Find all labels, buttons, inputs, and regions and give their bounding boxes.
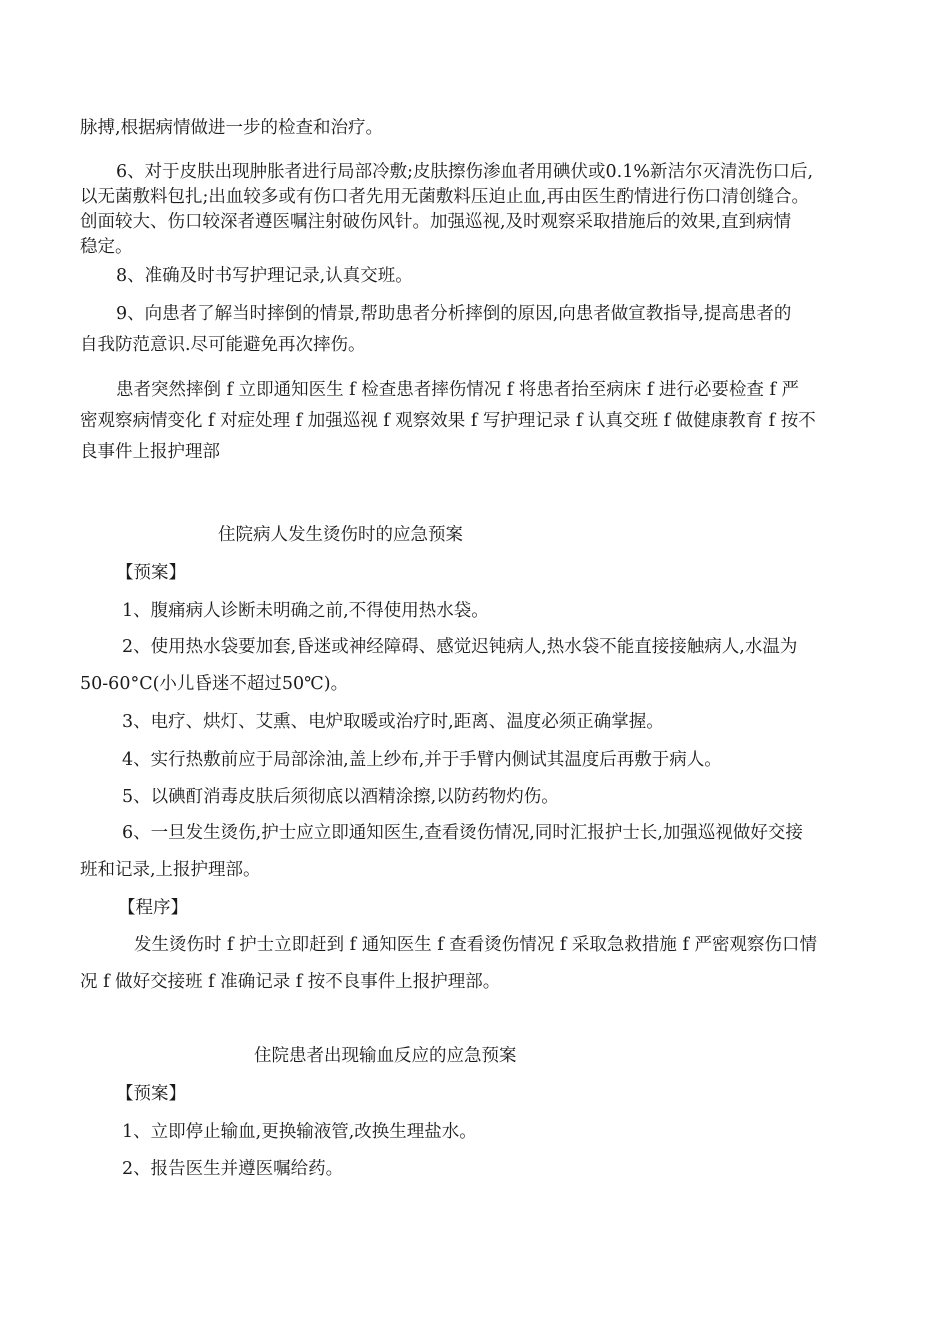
text-line: 50-60°C(小儿昏迷不超过50℃)。 xyxy=(80,674,349,694)
text-line: 1、立即停止输血,更换输液管,改换生理盐水。 xyxy=(122,1122,477,1142)
text-line: 4、实行热敷前应于局部涂油,盖上纱布,并于手臂内侧试其温度后再敷于病人。 xyxy=(122,750,722,770)
text-line: 6、对于皮肤出现肿胀者进行局部冷敷;皮肤擦伤渗血者用碘伏或0.1%新洁尔灭清洗伤口后, xyxy=(116,162,814,182)
fall-item-9 xyxy=(80,299,875,361)
text-line: 患者突然摔倒 f 立即通知医生 f 检查患者摔伤情况 f 将患者抬至病床 f 进行必要检查 f 严 xyxy=(116,380,800,400)
fall-item-6 xyxy=(80,160,875,260)
text-line: 脉搏,根据病情做进一步的检查和治疗。 xyxy=(80,118,384,138)
transfusion-item-2 xyxy=(80,1154,875,1185)
text-line: 良事件上报护理部 xyxy=(80,442,220,462)
text-line: 1、腹痛病人诊断未明确之前,不得使用热水袋。 xyxy=(122,601,489,621)
burn-item-5 xyxy=(80,782,875,813)
label-plan xyxy=(116,558,911,589)
section-title-burn: 住院病人发生烫伤时的应急预案 xyxy=(218,525,463,545)
text-line: 密观察病情变化 f 对症处理 f 加强巡视 f 观察效果 f 写护理记录 f 认真交班 f 做健康教育 f 按不 xyxy=(80,411,816,431)
section-title-transfusion: 住院患者出现输血反应的应急预案 xyxy=(254,1046,517,1066)
text-line: 6、一旦发生烫伤,护士应立即通知医生,查看烫伤情况,同时汇报护士长,加强巡视做好交接 xyxy=(122,823,803,843)
text-line: 稳定。 xyxy=(80,237,133,257)
text-line: 班和记录,上报护理部。 xyxy=(80,860,261,880)
text-line: 以无菌敷料包扎;出血较多或有伤口者先用无菌敷料压迫止血,再由医生酌情进行伤口清创缝合。 xyxy=(80,187,809,207)
fall-item-8 xyxy=(80,261,875,292)
burn-procedure xyxy=(80,930,875,998)
text-line: 2、报告医生并遵医嘱给药。 xyxy=(122,1159,344,1179)
text-line: 发生烫伤时 f 护士立即赶到 f 通知医生 f 查看烫伤情况 f 采取急救措施 f 严密观察伤口情 xyxy=(134,935,818,955)
fall-procedure xyxy=(80,375,875,468)
text-line: 8、准确及时书写护理记录,认真交班。 xyxy=(116,266,413,286)
paragraph-pulse-check xyxy=(80,113,875,144)
burn-item-3 xyxy=(80,707,875,738)
label-plan xyxy=(116,1079,911,1110)
burn-item-6 xyxy=(80,818,875,886)
text-line: 况 f 做好交接班 f 准确记录 f 按不良事件上报护理部。 xyxy=(80,972,501,992)
burn-item-2 xyxy=(80,632,875,700)
label-procedure xyxy=(118,893,913,924)
burn-item-4 xyxy=(80,745,875,776)
text-line: 2、使用热水袋要加套,昏迷或神经障碍、感觉迟钝病人,热水袋不能直接接触病人,水温为 xyxy=(122,637,798,657)
text-line: 【预案】 xyxy=(116,1084,186,1104)
text-line: 5、以碘酊消毒皮肤后须彻底以酒精涂擦,以防药物灼伤。 xyxy=(122,787,559,807)
text-line: 【预案】 xyxy=(116,563,186,583)
text-line: 9、向患者了解当时摔倒的情景,帮助患者分析摔倒的原因,向患者做宣教指导,提高患者的 xyxy=(116,304,792,324)
burn-item-1 xyxy=(80,596,875,627)
transfusion-item-1 xyxy=(80,1117,875,1148)
text-line: 创面较大、伤口较深者遵医嘱注射破伤风针。加强巡视,及时观察采取措施后的效果,直到病情 xyxy=(80,212,792,232)
text-line: 【程序】 xyxy=(118,898,188,918)
text-line: 自我防范意识.尽可能避免再次摔伤。 xyxy=(80,335,366,355)
text-line: 3、电疗、烘灯、艾熏、电炉取暖或治疗时,距离、温度必须正确掌握。 xyxy=(122,712,664,732)
